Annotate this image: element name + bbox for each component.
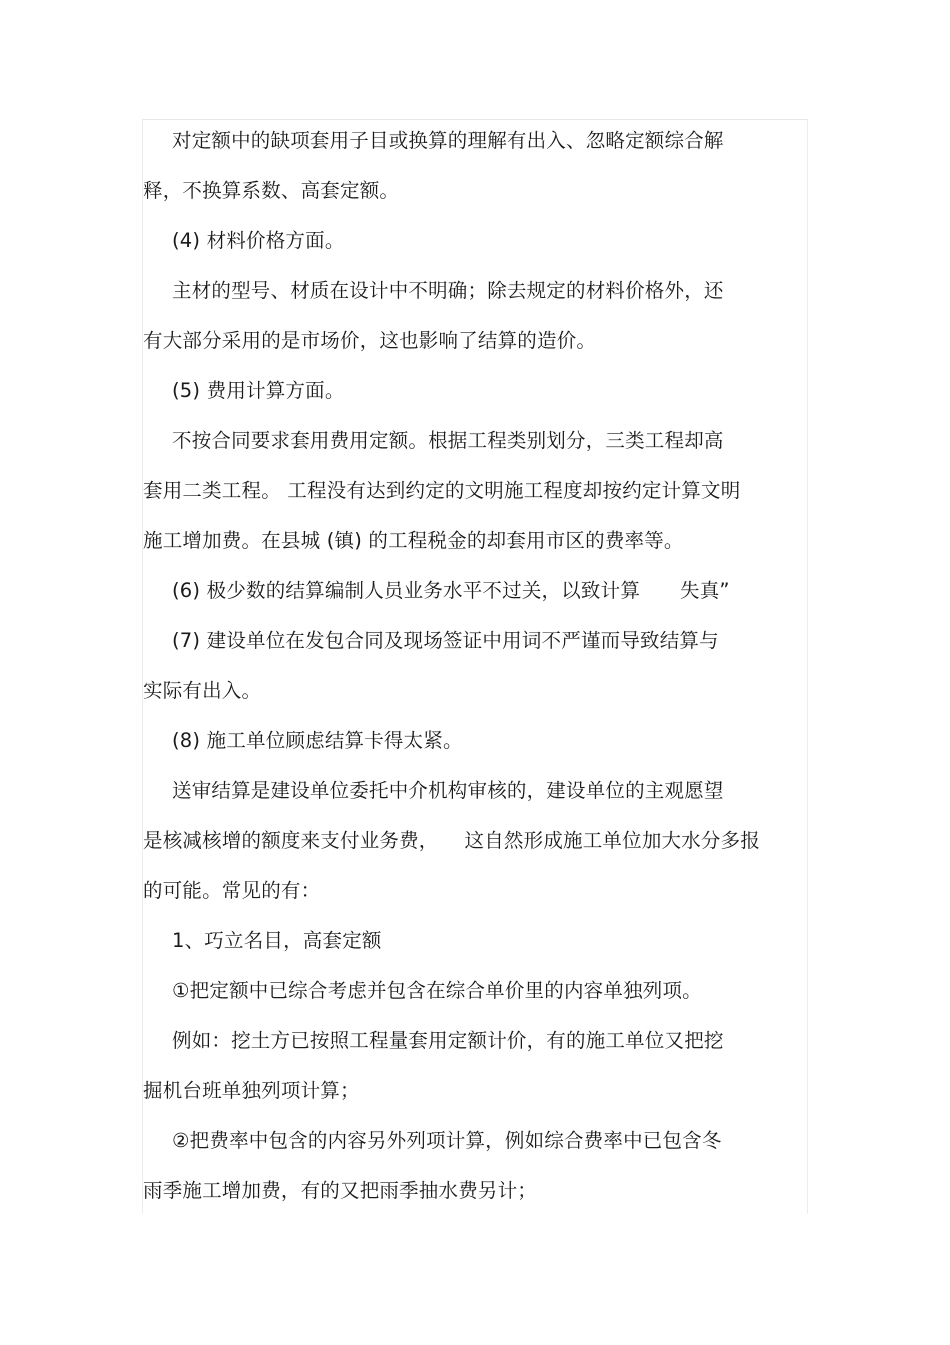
text-segment: (6) 极少数的结算编制人员业务水平不过关，以致计算 bbox=[172, 579, 641, 602]
text-line: ②把费率中包含的内容另外列项计算，例如综合费率中已包含冬 bbox=[172, 1129, 722, 1152]
text-segment: 这自然形成施工单位加大水分多报 bbox=[464, 829, 761, 852]
text-line: 的可能。常见的有： bbox=[143, 879, 321, 902]
text-line: 实际有出入。 bbox=[143, 679, 262, 702]
text-line: (8) 施工单位顾虑结算卡得太紧。 bbox=[172, 729, 463, 752]
text-line: 有大部分采用的是市场价，这也影响了结算的造价。 bbox=[143, 329, 597, 352]
text-line: 例如：挖土方已按照工程量套用定额计价，有的施工单位又把挖 bbox=[172, 1029, 724, 1052]
text-line bbox=[143, 828, 760, 854]
text-line: 对定额中的缺项套用子目或换算的理解有出入、忽略定额综合解 bbox=[172, 129, 724, 152]
text-line: 释，不换算系数、高套定额。 bbox=[143, 179, 400, 202]
text-line: 套用二类工程。 工程没有达到约定的文明施工程度却按约定计算文明 bbox=[143, 479, 741, 502]
text-line: 施工增加费。在县城 (镇) 的工程税金的却套用市区的费率等。 bbox=[143, 529, 684, 552]
text-segment: 失真” bbox=[680, 579, 730, 602]
text-line: 送审结算是建设单位委托中介机构审核的，建设单位的主观愿望 bbox=[172, 779, 724, 802]
text-line: 掘机台班单独列项计算； bbox=[143, 1079, 360, 1102]
text-line: 雨季施工增加费，有的又把雨季抽水费另计； bbox=[143, 1179, 538, 1202]
text-line bbox=[172, 578, 730, 604]
text-line: (4) 材料价格方面。 bbox=[172, 229, 345, 252]
text-line: ①把定额中已综合考虑并包含在综合单价里的内容单独列项。 bbox=[172, 979, 702, 1002]
text-line: (5) 费用计算方面。 bbox=[172, 379, 345, 402]
text-line: (7) 建设单位在发包合同及现场签证中用词不严谨而导致结算与 bbox=[172, 629, 719, 652]
text-line: 1、巧立名目，高套定额 bbox=[172, 929, 382, 952]
text-segment: 是核减核增的额度来支付业务费， bbox=[143, 829, 439, 852]
text-line: 主材的型号、材质在设计中不明确；除去规定的材料价格外，还 bbox=[172, 279, 724, 302]
text-line: 不按合同要求套用费用定额。根据工程类别划分，三类工程却高 bbox=[172, 429, 724, 452]
